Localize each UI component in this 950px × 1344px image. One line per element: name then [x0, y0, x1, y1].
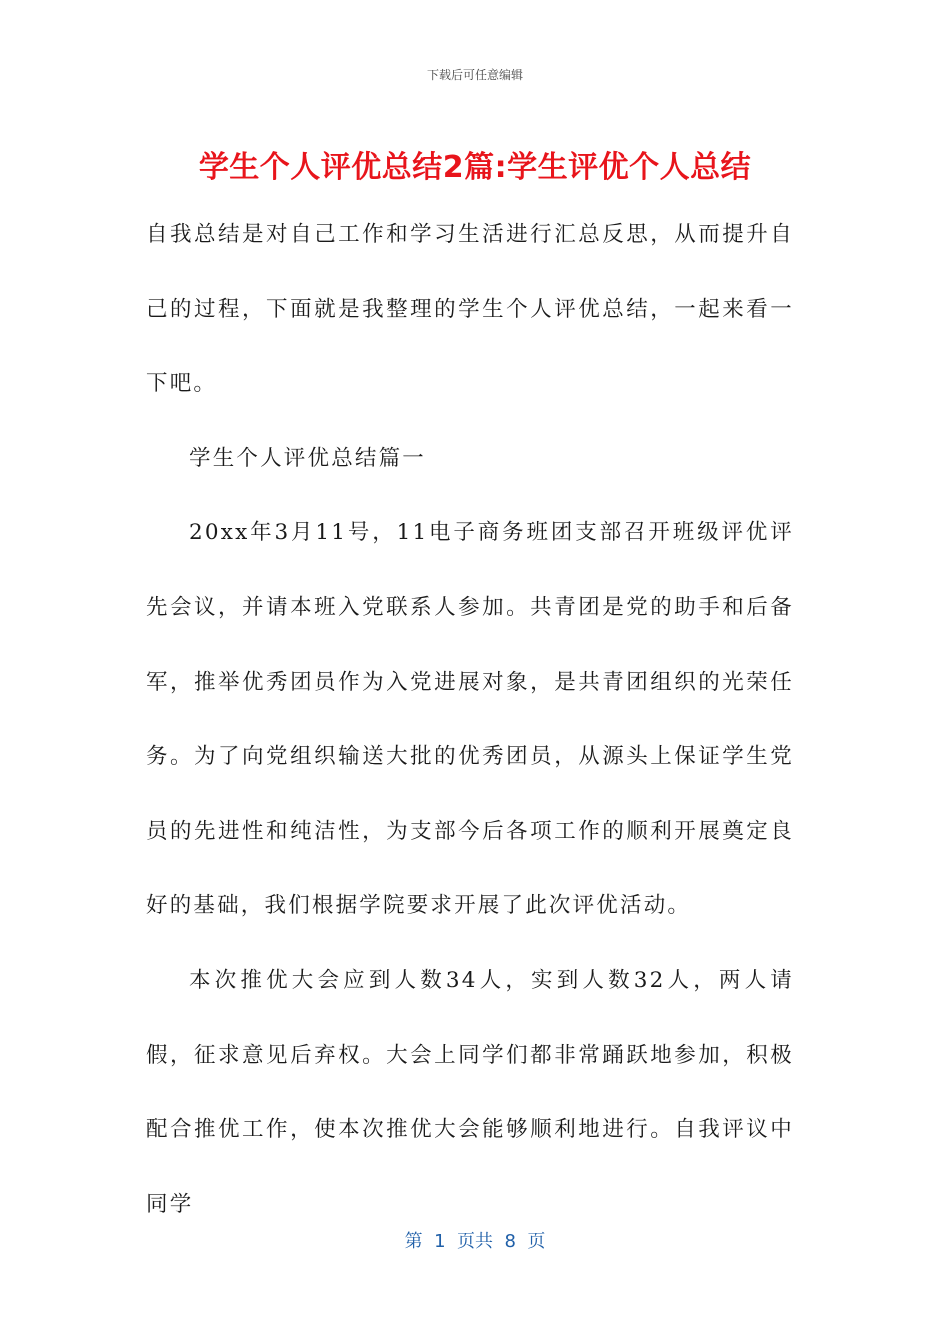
intro-paragraph: 自我总结是对自己工作和学习生活进行汇总反思，从而提升自己的过程，下面就是我整理的学生个人评优总结，一起来看一下吧。 [146, 222, 794, 397]
section-heading: 学生个人评优总结篇一 [189, 445, 427, 471]
page-number: 第 1 页共 8 页 [404, 1231, 546, 1252]
document-title: 学生个人评优总结2篇:学生评优个人总结 [198, 150, 752, 185]
body-paragraph: 本次推优大会应到人数34人，实到人数32人，两人请假，征求意见后弃权。大会上同学们都非常踊跃地参加，积极配合推优工作，使本次推优大会能够顺利地进行。自我评议中同学 [146, 967, 794, 1217]
body-paragraph: 20xx年3月11号，11电子商务班团支部召开班级评优评先会议，并请本班入党联系人参加。共青团是党的助手和后备军，推举优秀团员作为入党进展对象，是共青团组织的光荣任务。为了向党组织输送大批的优秀团员，从源头上保证学生党员的先进性和纯洁性，为支部今后各项工作的顺利开展奠定良好的基础，我们根据学院要求开展了此次评优活动。 [146, 520, 794, 919]
document-body [146, 198, 794, 1242]
header-note: 下载后可任意编辑 [426, 68, 523, 82]
